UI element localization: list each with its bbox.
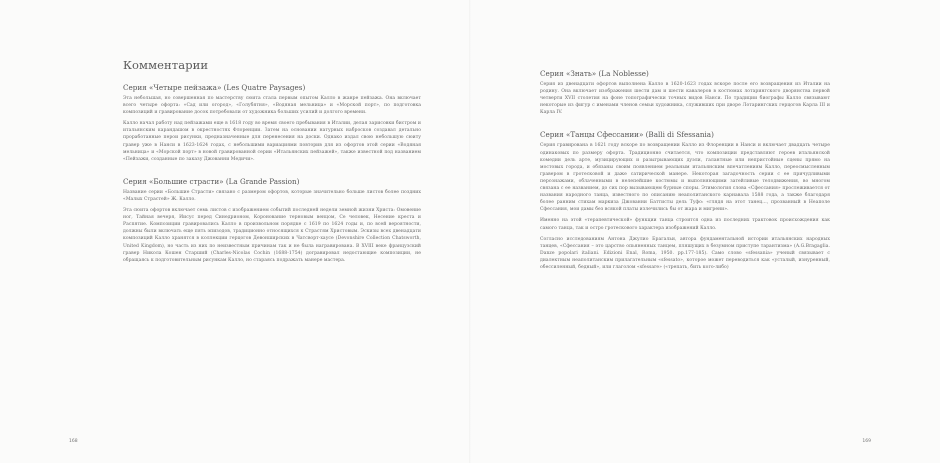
paragraph: Согласно исследованиям Антона Джулио Брагальи, автора фундаментальной истории итальянских народных танцев, «Сфессания – это царство опьяненных танцем, пляшущих в безумном приступе тарантизма» (A.G.Bragaglia. Danze popolari italiani. Edizioni Enal, Roma, 1950. pp.177-185). Само слово «sfessania» ученый связывает с диалектным неаполитанским прилагательным «sfessato», которое может переводиться как «усталый, изнуренный, обессиленный, бедный», или глаголом «sfessare» («трепать, бить кого-либо) [540, 236, 830, 270]
section-noblesse [540, 69, 830, 116]
section-balli-di-sfessania [540, 130, 830, 271]
right-page [470, 0, 940, 463]
paragraph: Именно на этой «терапевтической» функции танца строится одна из последних трактовок происхождения как самого танца, так и остро гротескового характера изображений Калло. [540, 218, 830, 231]
page-heading: Комментарии [123, 58, 209, 72]
paragraph: Калло начал работу над пейзажами еще в 1618 году во время своего пребывания в Италии, делая зарисовки бистром и итальянским карандашом в окрестностях Флоренции. Затем на основании натурных набросков создавал детально проработанные перои рисунки, предназначенные для перенесения на доски. Однако издал свою небольшую сюиту гравер уже в Нанси в 1623-1624 годах, с небольшими вариациями повторив для из офортов этой серии «Водяная мельница» и «Морской порт» в новой гравированной серии «Итальянских пейзажей», также известной под названием «Пейзажи, созданные по заказу Джованни Медичи». [123, 121, 421, 162]
section-title: Серия «Большие страсти» (La Grande Passion) [123, 176, 300, 186]
page-number: 169 [862, 439, 871, 444]
paragraph: Эта сюита офортов включает семь листов с изображением событий последней недели земной жизни Христа: Омовение ног, Тайная вечеря, Иисус перед Синедрионом, Коронование терновым венцом, Се человек, Несение креста и Распятие. Композиции гравировались Калло в произвольном порядке с 1619 по 1624 годы и, по всей вероятности, должны были включать еще пять эпизодов, традиционно относящихся к Страстям Христовым. Эскизы всех двенадцати композиций Калло хранятся в коллекции герцогов Девонширских в Чатсворт-хаусе (Devonshire Collection Chatsworth, United Kingdom), но часть из них по неизвестным причинам так и не была награвирована. В XVIII веке французский гравер Никола Кошен Старший (Charles-Nicolas Cochin (1688-1754) догравировал недостающие композиции, не обращаясь к подготовительным рисункам Калло, но стараясь подражать манере мастера. [123, 208, 421, 263]
section-title: Серия «Танцы Сфессании» (Balli di Sfessania) [540, 130, 714, 140]
paragraph: Серия гравирована в 1621 году вскоре по возвращении Калло из Флоренции в Нанси и включает двадцать четыре одинаковых по размеру офорта. Традиционно считается, что композиции представляют героев итальянской комедии дель арте, музицирующих и разыгрывающих дуэли, галантные или непристойные сцены прямо на мостовых города, и обязаны своим появлением реальным итальянским впечатлениям Калло, переосмысленным гравером в гротесковой и даже сатирической манере. Некоторая загадочность серии с ее причудливыми персонажами, облаченными в нелепейшие костюмы и выполняющими затейливые телодвижения, во многом связана с ее названием, до сих пор вызывающем бурные споры. Этимология слова «Сфессания» прослеживается от названия народного танца, известного по описанию неаполитанского карнавала 1588 года, а также благодаря более ранним стихам маркиза Джованни Баттисты дель Туфо: «глядя на этот танец..., прозванный в Неаполе Сфессания, мои дамы без всякой платы излечились бы от жара и мигрени». [540, 143, 830, 213]
section-title: Серия «Четыре пейзажа» (Les Quatre Paysages) [123, 83, 306, 92]
paragraph: Серия из двенадцати офортов выполнена Калло в 1620-1623 годах вскоре после его возвращения из Италии на родину. Она включает изображения шести дам и шести кавалеров в костюмах лотарингского дворянства первой четверти XVII столетия на фоне топографически точных видов Нанси. По традиции биографы Калло связывают некоторые из фигур с именами членов семьи художника, служивших при дворе Лотарингских герцогов Карла III и Карла IV. [540, 82, 830, 116]
section-grande-passion [123, 177, 421, 264]
page-number: 168 [69, 439, 78, 444]
paragraph: Эта небольшая, но совершенная по мастерству сюита стала первым опытом Калло в жанре пейзажа. Она включает всего четыре офорта: «Сад или огород», «Голубятня», «Водяная мельница» и «Морской порт», по подготовка композиций и гравирование досок потребовали от художника больших усилий и долгого времени. [123, 96, 421, 116]
left-column [123, 58, 421, 278]
right-column [540, 69, 830, 285]
section-quatre-paysages [123, 83, 421, 163]
paragraph: Название серии «Большие Страсти» связано с размером офортов, которые значительно больше листов более поздних «Малых Страстей» Ж. Калло. [123, 189, 421, 202]
section-title: Серия «Знать» (La Noblesse) [540, 69, 649, 78]
